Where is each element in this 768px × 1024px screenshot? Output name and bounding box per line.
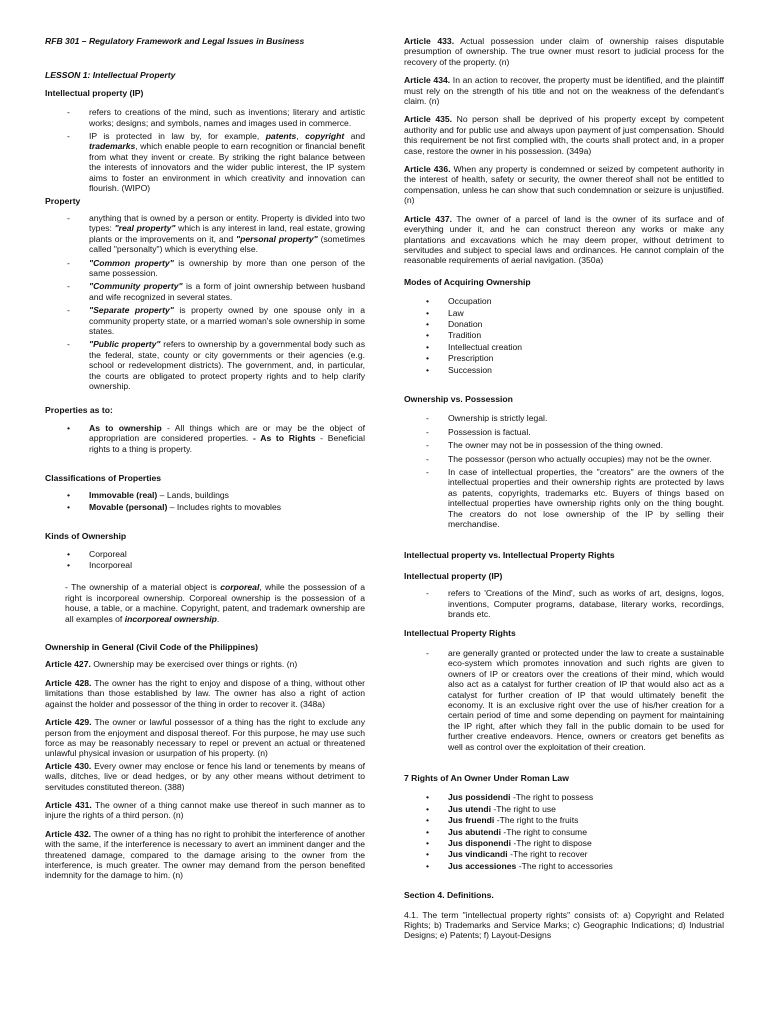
classification-immovable: • Immovable (real) – Lands, buildings xyxy=(45,490,365,500)
roman-rights-list xyxy=(404,792,724,871)
article-431: Article 431. The owner of a thing cannot make use thereof in such manner as to injure the rights of a third person. (n) xyxy=(45,799,365,821)
mode-item: • Occupation xyxy=(404,296,724,306)
kinds-heading: Kinds of Ownership xyxy=(45,531,127,542)
properties-as-to-item: • As to ownership - All things which are or may be the object of appropriation are considered properties. - As to Rights - Beneficial rights to a thing is property. xyxy=(45,423,365,454)
mode-item: • Intellectual creation xyxy=(404,342,724,352)
left-column xyxy=(45,36,365,889)
property-heading: Property xyxy=(45,196,81,207)
modes-list xyxy=(404,296,724,375)
property-list xyxy=(45,213,365,392)
kind-item: • Incorporeal xyxy=(45,560,365,570)
kind-item: • Corporeal xyxy=(45,549,365,559)
properties-as-to-heading: Properties as to: xyxy=(45,405,113,416)
property-item-5: - "Public property" refers to ownership by a governmental body such as the federal, state, county or city governments or their agencies (e.g. school or redevelopment districts). The government, and, in particular, the courts are obligated to protect property rights and to help clarify ownership. xyxy=(45,339,365,391)
ipr-subheading: Intellectual Property Rights xyxy=(404,628,516,639)
article-432: Article 432. The owner of a thing has no right to prohibit the interference of another with the same, if the interference is necessary to avert an imminent danger and the threatened damage, compared to the damage arising to the owner from the interference, is much greater. The owner may demand from the person benefited indemnity for the damage to him. (n) xyxy=(45,828,365,881)
ip-heading: Intellectual property (IP) xyxy=(45,87,144,98)
ipr-def-list xyxy=(404,648,724,752)
ovp-item: - In case of intellectual properties, the "creators" are the owners of the intellectual properties and their ownership rights are protected by laws as patents, copyrights, trademarks etc. Buyers of things based on intellectual properties have ownership rights only on the thing bought. The creators do not lose ownership of the IP by selling their merchandise. xyxy=(404,467,724,529)
classification-movable: • Movable (personal) – Includes rights to movables xyxy=(45,502,365,512)
ovp-item: - Possession is factual. xyxy=(404,427,724,437)
ip-def-2: - IP is protected in law by, for example, patents, copyright and trademarks, which enable people to earn recognition or financial benefit from what they invent or create. By striking the right balance between the interests of innovators and the wider public interest, the IP system aims to foster an environment in which creativity and innovation can flourish. (WIPO) xyxy=(45,131,365,193)
article-427: Article 427. Ownership may be exercised over things or rights. (n) xyxy=(45,659,298,670)
mode-item: • Succession xyxy=(404,365,724,375)
article-429: Article 429. The owner or lawful possessor of a thing has the right to exclude any person from the enjoyment and disposal thereof. For this purpose, he may use such force as may be reasonably necessary to repel or prevent an actual or threatened unlawful physical invasion or usurpation of his property. (n) xyxy=(45,717,365,759)
roman-right-item: • Jus abutendi -The right to consume xyxy=(404,827,724,837)
classifications-heading: Classifications of Properties xyxy=(45,473,162,483)
kinds-note: - The ownership of a material object is corporeal, while the possession of a right is incorporeal ownership. Corporeal ownership is the possession of a house, a table, or a machine. Copyright, patent, and trademark ownership are all examples of incorporeal ownership. xyxy=(65,582,365,624)
ovp-item: - Ownership is strictly legal. xyxy=(404,413,724,423)
properties-as-to-list xyxy=(45,423,365,454)
mode-item: • Law xyxy=(404,308,724,318)
roman-right-item: • Jus accessiones -The right to accessories xyxy=(404,861,724,871)
article-435: Article 435. No person shall be deprived of his property except by competent authority and for public use and always upon payment of just compensation. Should this requirement be not first complied with, the courts shall protect and, in a proper case, restore the owner in his possession. (349a) xyxy=(404,114,724,156)
kinds-list xyxy=(45,549,365,571)
article-428: Article 428. The owner has the right to enjoy and dispose of a thing, without other limitations than those established by law. The owner has also a right of action against the holder and possessor of the thing in order to recover it. (348a) xyxy=(45,677,365,709)
ipr-def: - are generally granted or protected under the law to create a sustainable eco-system which promotes innovation and such rights are given to owners of IP or creators over the creations of their mind, which would also act as a catalyst for further creation of IP that would also act as a catalyst for further creation of IP that would ultimately benefit the economy. It is an exclusive right over the use of his/her creation for a certain period of time and some depending on payment for maintaining the IP right, after which they fall in the public domain to be used for further creative endeavors. Hence, owners or creators get benefits as well as control over the exploitation of their creation. xyxy=(404,648,724,752)
property-item-4: - "Separate property" is property owned by one spouse only in a community property state, or a married woman's sole ownership in some states. xyxy=(45,305,365,336)
modes-heading: Modes of Acquiring Ownership xyxy=(404,276,531,287)
ownership-vs-possession-list xyxy=(404,413,724,529)
property-item-2: - "Common property" is ownership by more than one person of the same possession. xyxy=(45,258,365,279)
ip-definitions xyxy=(45,107,365,193)
ovp-item: - The owner may not be in possession of the thing owned. xyxy=(404,440,724,450)
mode-item: • Tradition xyxy=(404,330,724,340)
section4-heading: Section 4. Definitions. xyxy=(404,890,494,901)
article-434: Article 434. In an action to recover, the property must be identified, and the plaintiff must rely on the strength of his title and not on the weakness of the defendant's claim. (n) xyxy=(404,75,724,107)
roman-right-item: • Jus possidendi -The right to possess xyxy=(404,792,724,802)
civil-code-heading: Ownership in General (Civil Code of the Philippines) xyxy=(45,642,258,653)
property-item-1: - anything that is owned by a person or entity. Property is divided into two types: "real property" which is any interest in land, real estate, growing plants or the improvements on it, and "personal property" (sometimes called "personalty") which is everything else. xyxy=(45,213,365,255)
article-430: Article 430. Every owner may enclose or fence his land or tenements by means of walls, ditches, live or dead hedges, or by any other means without detriment to servitudes constituted thereon. (388) xyxy=(45,760,365,792)
ip-def-list xyxy=(404,588,724,619)
article-433: Article 433. Actual possession under claim of ownership raises disputable presumption of ownership. The true owner must resort to judicial process for the recovery of the property. (n) xyxy=(404,36,724,67)
mode-item: • Prescription xyxy=(404,353,724,363)
roman-right-item: • Jus utendi -The right to use xyxy=(404,804,724,814)
roman-right-item: • Jus vindicandi -The right to recover xyxy=(404,849,724,859)
ip-def: - refers to 'Creations of the Mind', such as works of art, designs, logos, inventions, Computer programs, database, literary works, recordings, brands etc. xyxy=(404,588,724,619)
mode-item: • Donation xyxy=(404,319,724,329)
ip-subheading: Intellectual property (IP) xyxy=(404,570,503,581)
roman-right-item: • Jus disponendi -The right to dispose xyxy=(404,838,724,848)
ip-vs-ipr-heading: Intellectual property vs. Intellectual Property Rights xyxy=(404,550,615,561)
roman-right-item: • Jus fruendi -The right to the fruits xyxy=(404,815,724,825)
ownership-vs-possession-heading: Ownership vs. Possession xyxy=(404,393,513,404)
ovp-item: - The possessor (person who actually occupies) may not be the owner. xyxy=(404,454,724,464)
roman-rights-heading: 7 Rights of An Owner Under Roman Law xyxy=(404,772,569,783)
ip-def-1: - refers to creations of the mind, such as inventions; literary and artistic works; designs; and symbols, names and images used in commerce. xyxy=(45,107,365,128)
course-title: RFB 301 – Regulatory Framework and Legal Issues in Business xyxy=(45,36,305,46)
property-item-3: - "Community property" is a form of joint ownership between husband and wife recognized in several states. xyxy=(45,281,365,302)
section4-text: 4.1. The term "intellectual property rights" consists of: a) Copyright and Related Rights; b) Trademarks and Service Marks; c) Geographic Indications; d) Industrial Designs; e) Patents; f) Layout-Designs xyxy=(404,909,724,941)
article-437: Article 437. The owner of a parcel of land is the owner of its surface and of everything under it, and he can construct thereon any works or make any plantations and excavations which he may deem proper, without detriment to servitudes and subject to special laws and ordinances. He cannot complain of the reasonable requirements of aerial navigation. (350a) xyxy=(404,213,724,266)
right-column xyxy=(404,36,724,941)
lesson-title: LESSON 1: Intellectual Property xyxy=(45,70,176,81)
article-436: Article 436. When any property is condemned or seized by competent authority in the interest of health, safety or security, the owner thereof shall not be entitled to compensation, unless he can show that such condemnation or seizure is unjustified. (n) xyxy=(404,164,724,206)
classifications-list xyxy=(45,490,365,512)
